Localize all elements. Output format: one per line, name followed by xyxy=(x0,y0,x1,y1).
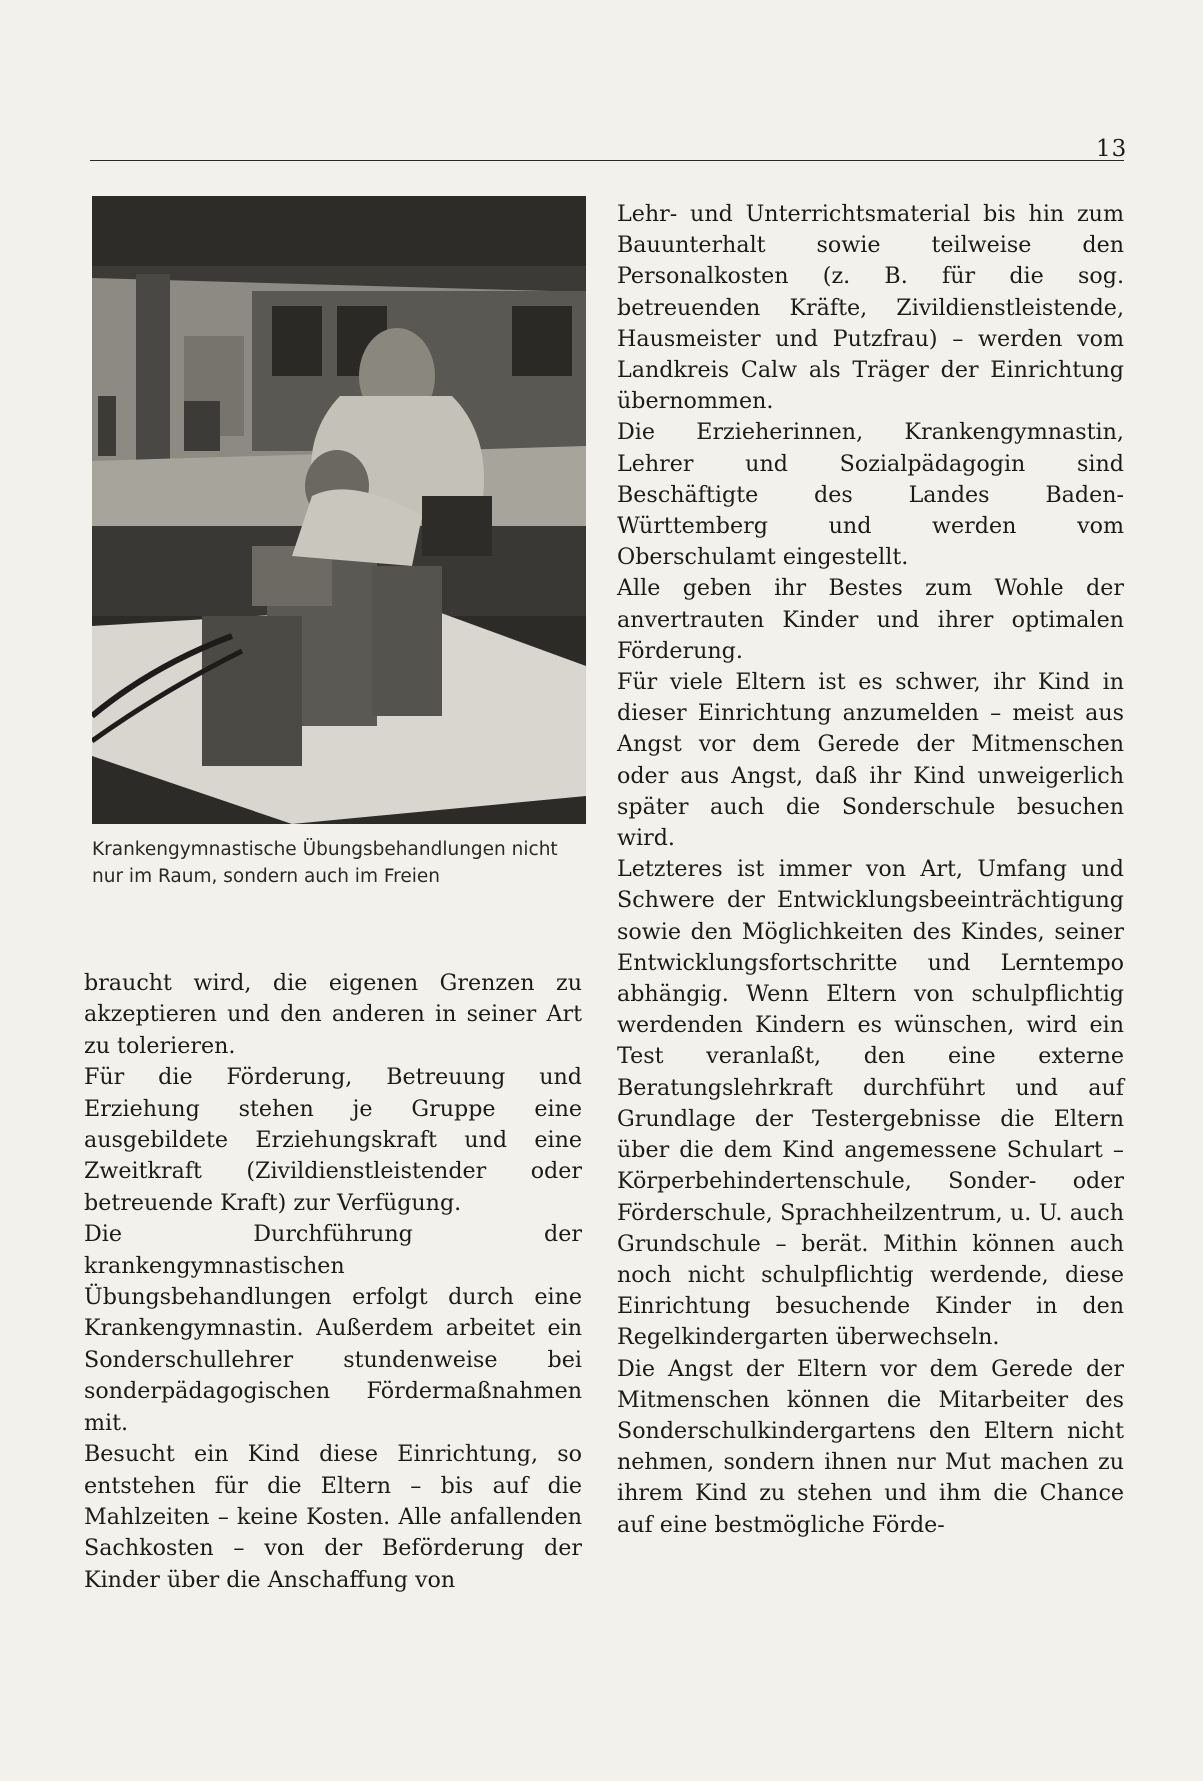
right-paragraph-4: Für viele Eltern ist es schwer, ihr Kind in dieser Einrichtung anzumelden – meist aus Angst vor dem Gerede der Mitmenschen oder aus Angst, daß ihr Kind unweigerlich später auch die Sonderschule besuchen wird. xyxy=(617,669,1124,852)
right-paragraph-1: Lehr- und Unterrichtsmaterial bis hin zum Bauunterhalt sowie teilweise den Personalkosten (z. B. für die sog. betreuenden Kräfte, Zivildienstleistende, Hausmeister und Putzfrau) – werden vom Landkreis Calw als Träger der Einrichtung übernommen. xyxy=(617,201,1124,415)
right-paragraph-2: Die Erzieherinnen, Krankengymnastin, Lehrer und Sozialpädagogin sind Beschäftigte des Landes Baden-Württemberg und werden vom Oberschulamt eingestellt. xyxy=(617,419,1124,571)
right-paragraph-6: Die Angst der Eltern vor dem Gerede der Mitmenschen können die Mitarbeiter des Sonderschulkindergartens den Eltern nicht nehmen, sondern ihnen nur Mut machen zu ihrem Kind zu stehen und ihm die Chance auf eine bestmögliche Förde- xyxy=(617,1355,1124,1538)
photo-caption xyxy=(92,836,592,890)
left-paragraph-3: Die Durchführung der krankengymnastischen Übungsbehandlungen erfolgt durch eine Krankengymnastin. Außerdem arbeitet ein Sonderschullehrer stundenweise bei sonderpädagogischen Fördermaßnahmen mit. xyxy=(84,1221,582,1436)
right-paragraph-5: Letzteres ist immer von Art, Umfang und Schwere der Entwicklungsbeeinträchtigung sowie den Möglichkeiten des Kindes, seiner Entwicklungsfortschritte und Lerntempo abhängig. Wenn Eltern von schulpflichtig werdenden Kindern es wünschen, wird ein Test veranlaßt, den eine externe Beratungslehrkraft durchführt und auf Grundlage der Testergebnisse die Eltern über die dem Kind angemessene Schulart – Körperbehindertenschule, Sonder- oder Förderschule, Sprachheilzentrum, u. U. auch Grundschule – berät. Mithin können auch noch nicht schulpflichtig werdende, diese Einrichtung besuchende Kinder in den Regelkindergarten überwechseln. xyxy=(617,856,1124,1351)
left-paragraph-4: Besucht ein Kind diese Einrichtung, so entstehen für die Eltern – bis auf die Mahlzeiten – keine Kosten. Alle anfallenden Sachkosten – von der Beförderung der Kinder über die Anschaffung von xyxy=(84,1441,582,1593)
left-paragraph-2: Für die Förderung, Betreuung und Erziehung stehen je Gruppe eine ausgebildete Erziehungskraft und eine Zweitkraft (Zivildienstleistender oder betreuende Kraft) zur Verfügung. xyxy=(84,1064,582,1216)
caption-line-1: Krankengymnastische Übungsbehandlungen nicht xyxy=(92,839,558,860)
right-paragraph-3: Alle geben ihr Bestes zum Wohle der anvertrauten Kinder und ihrer optimalen Förderung. xyxy=(617,575,1124,664)
photo-therapy-outdoors xyxy=(92,196,586,824)
caption-line-2: nur im Raum, sondern auch im Freien xyxy=(92,866,440,887)
left-paragraph-1: braucht wird, die eigenen Grenzen zu akzeptieren und den anderen in seiner Art zu tolerieren. xyxy=(84,970,582,1059)
page-number: 13 xyxy=(1096,136,1128,162)
left-text-column xyxy=(84,968,582,1596)
right-text-column xyxy=(617,199,1124,1541)
header-rule xyxy=(90,160,1124,161)
